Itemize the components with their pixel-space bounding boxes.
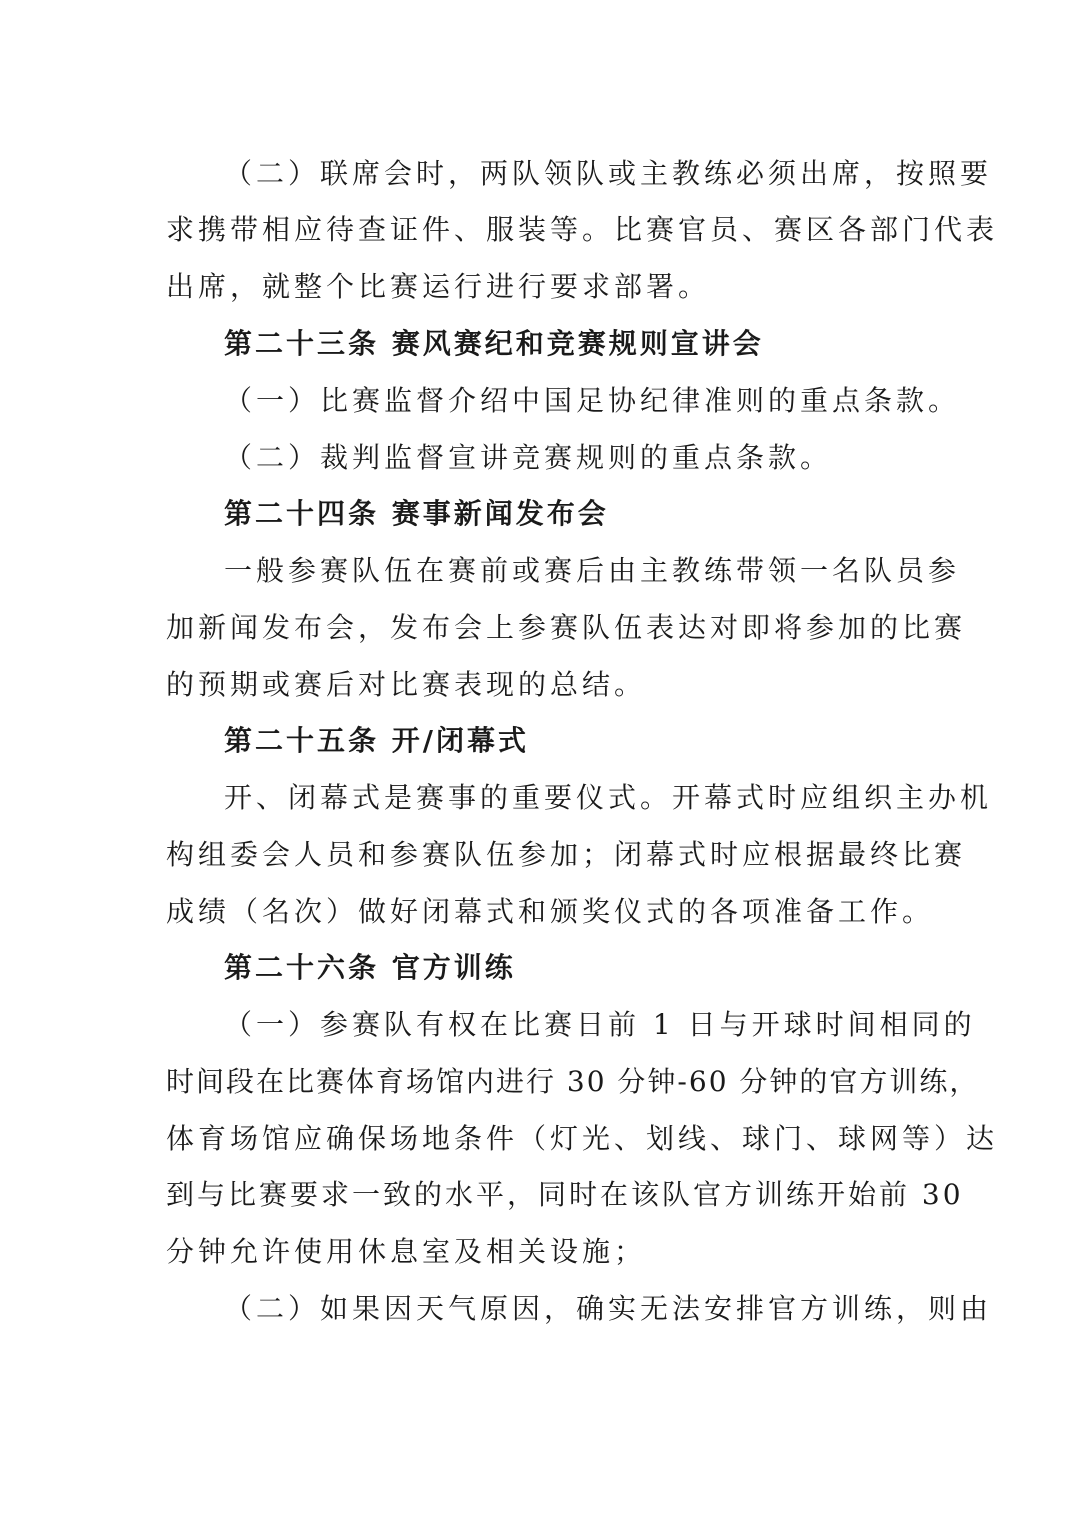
paragraph-line: 构组委会人员和参赛队伍参加；闭幕式时应根据最终比赛: [166, 838, 967, 871]
paragraph-line: 分钟允许使用休息室及相关设施；: [166, 1235, 647, 1268]
article-heading-24: 第二十四条 赛事新闻发布会: [224, 497, 609, 530]
article-heading-26: 第二十六条 官方训练: [224, 951, 516, 984]
paragraph-line: 到与比赛要求一致的水平，同时在该队官方训练开始前 30: [166, 1178, 964, 1211]
paragraph-line: 加新闻发布会，发布会上参赛队伍表达对即将参加的比赛: [166, 611, 967, 644]
paragraph-line: 一般参赛队伍在赛前或赛后由主教练带领一名队员参: [224, 554, 961, 587]
paragraph-line: （二）联席会时，两队领队或主教练必须出席，按照要: [224, 157, 993, 190]
article-heading-25: 第二十五条 开/闭幕式: [224, 724, 529, 757]
paragraph-line: （二）裁判监督宣讲竞赛规则的重点条款。: [224, 441, 833, 474]
paragraph-line: 出席，就整个比赛运行进行要求部署。: [166, 270, 711, 303]
article-heading-23: 第二十三条 赛风赛纪和竞赛规则宣讲会: [224, 327, 764, 360]
paragraph-line: 时间段在比赛体育场馆内进行 30 分钟-60 分钟的官方训练，: [166, 1065, 980, 1098]
paragraph-line: 求携带相应待查证件、服装等。比赛官员、赛区各部门代表: [166, 213, 999, 246]
paragraph-line: （二）如果因天气原因，确实无法安排官方训练，则由: [224, 1292, 993, 1325]
paragraph-line: （一）参赛队有权在比赛日前 1 日与开球时间相同的: [224, 1008, 976, 1041]
paragraph-line: 的预期或赛后对比赛表现的总结。: [166, 668, 647, 701]
paragraph-line: （一）比赛监督介绍中国足协纪律准则的重点条款。: [224, 384, 961, 417]
paragraph-line: 开、闭幕式是赛事的重要仪式。开幕式时应组织主办机: [224, 781, 993, 814]
paragraph-line: 成绩（名次）做好闭幕式和颁奖仪式的各项准备工作。: [166, 895, 935, 928]
paragraph-line: 体育场馆应确保场地条件（灯光、划线、球门、球网等）达: [166, 1122, 999, 1155]
